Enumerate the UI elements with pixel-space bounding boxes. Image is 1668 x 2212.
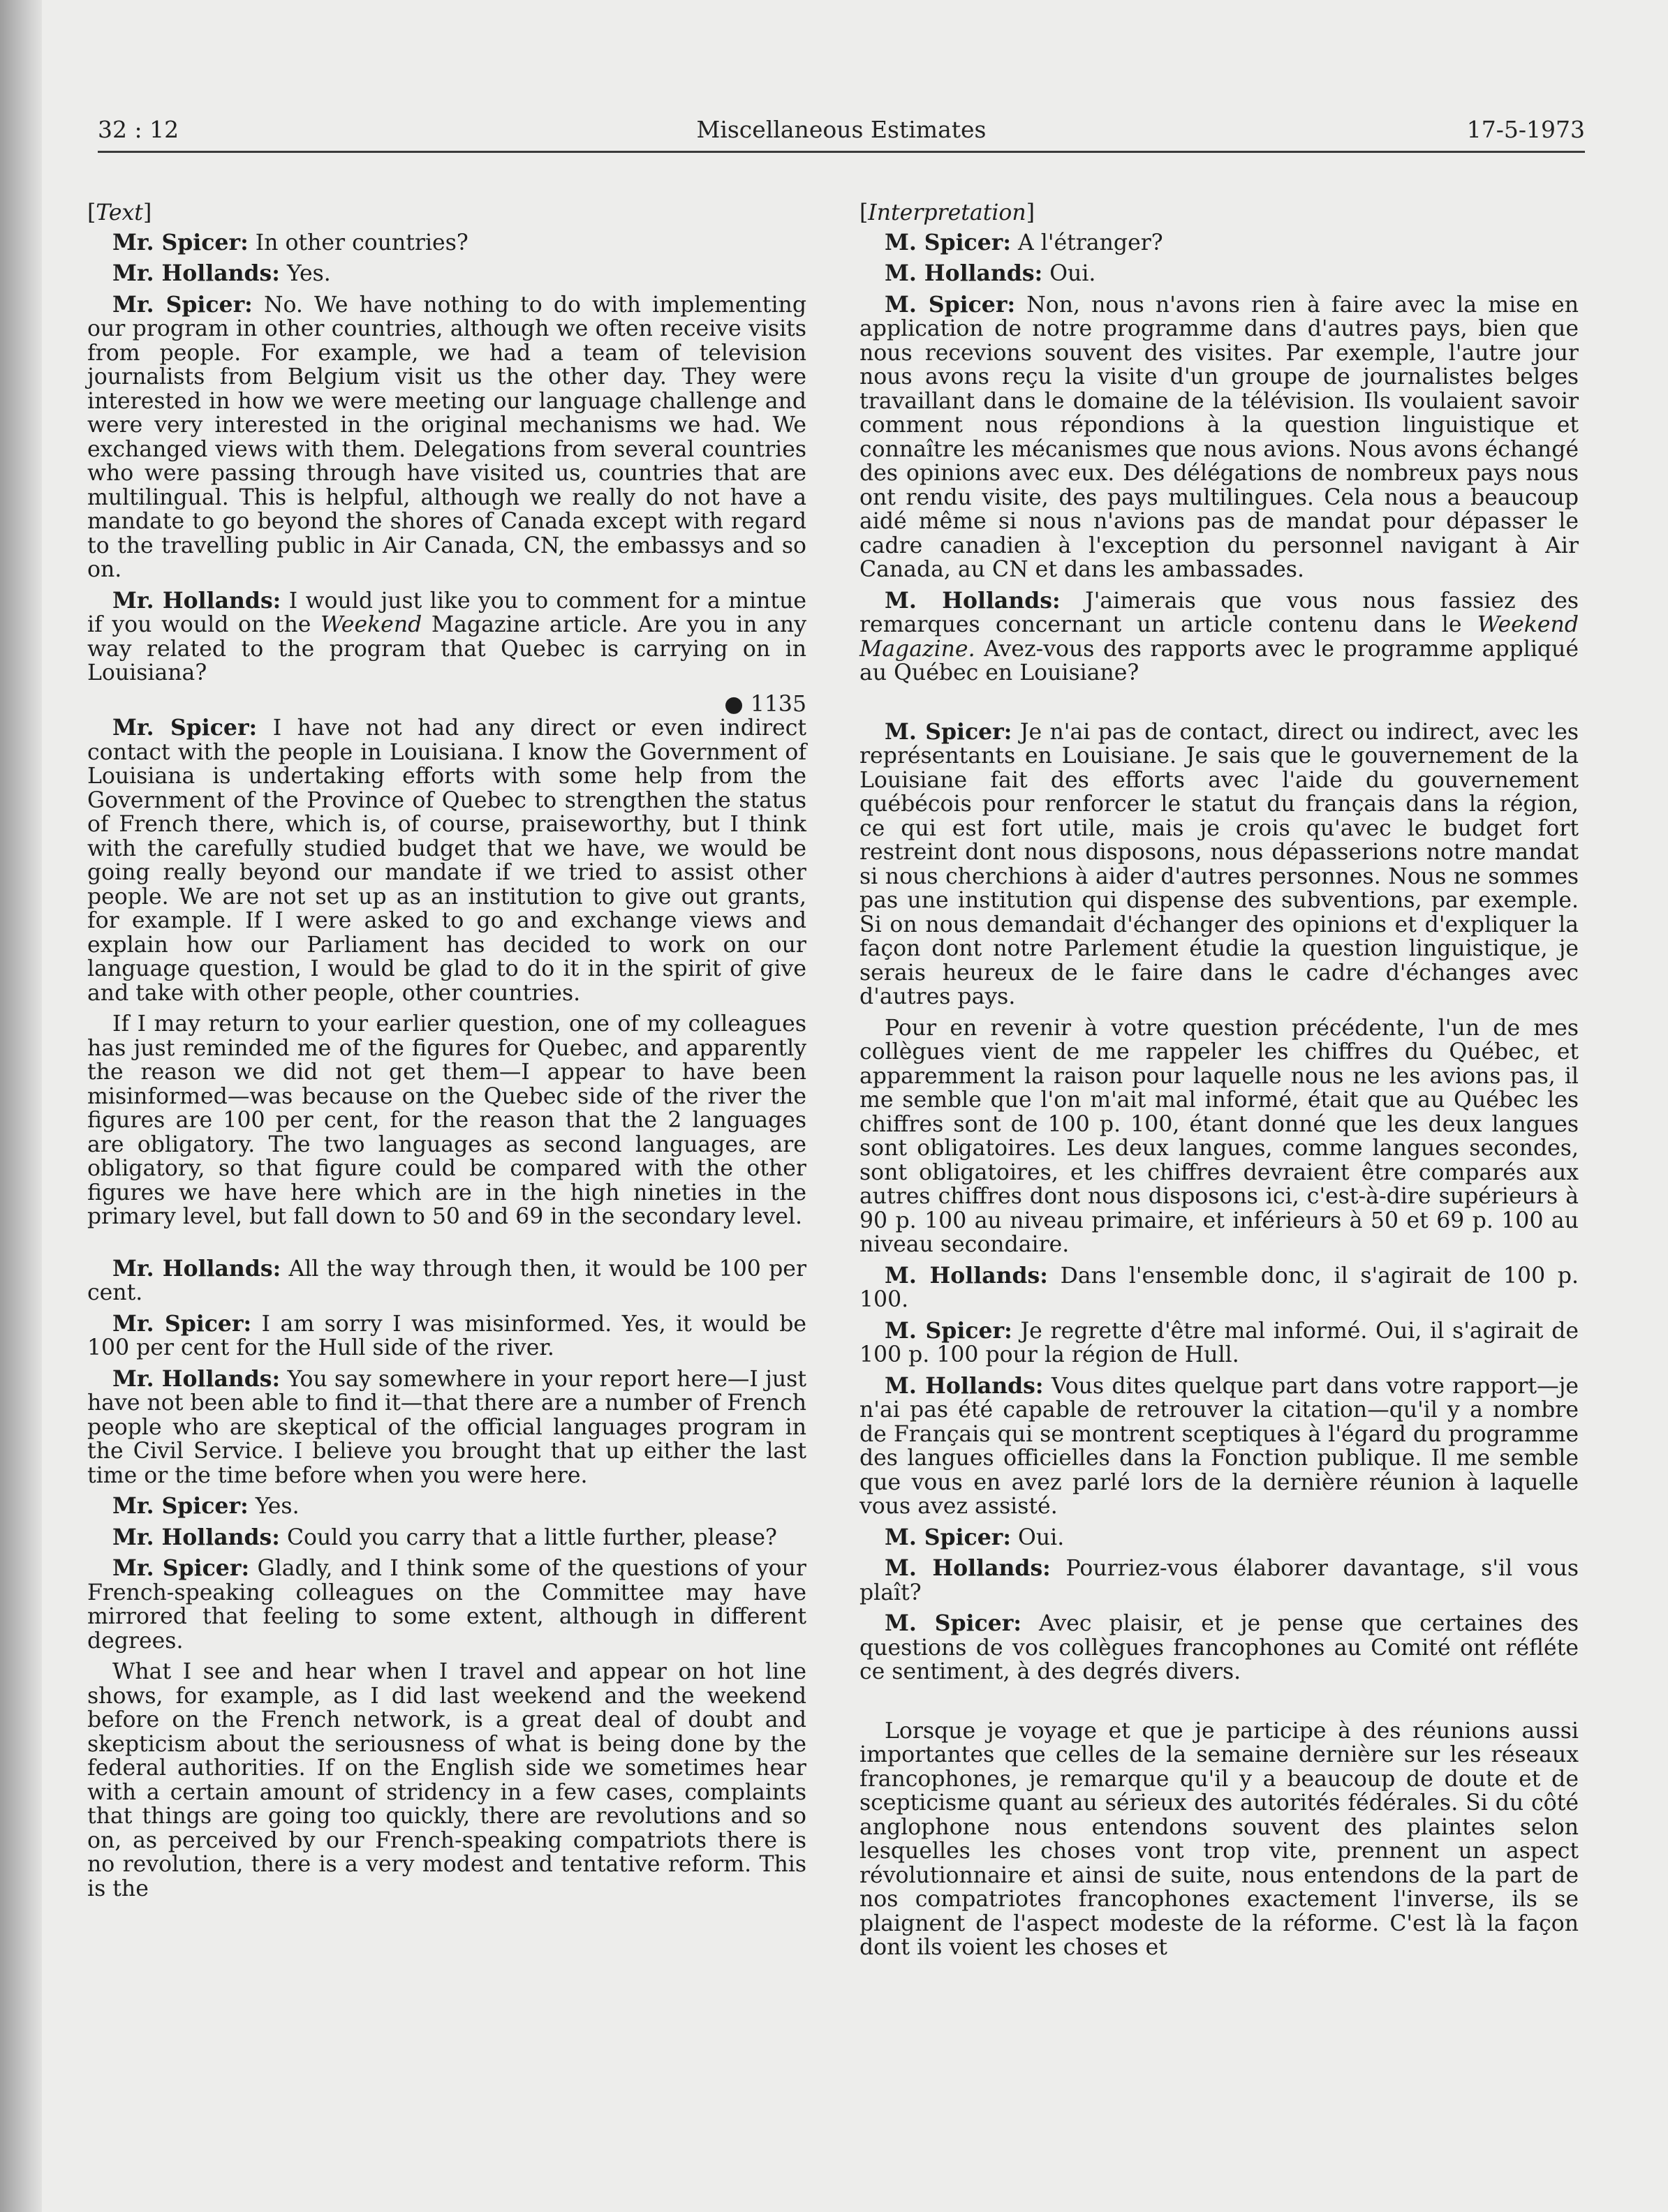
french-column [859, 201, 1579, 1967]
speaker: M. Hollands: [885, 1372, 1044, 1399]
paragraph: M. Hollands: J'aimerais que vous nous fassiez des remarques concernant un article contenu dans le Weekend Magazine. Avez-vous des rapports avec le programme appliqué au Québec en Louisiane? [859, 587, 1579, 685]
speaker: Mr. Hollands: [112, 260, 280, 286]
paragraph: Mr. Spicer: Gladly, and I think some of the questions of your French-speaking colleagues on the Committee may have mirrored that feeling to some extent, although in different degrees. [87, 1555, 806, 1654]
paragraph: M. Spicer: Avec plaisir, et je pense que certaines des questions de vos collègues francophones au Comité ont réfléte ce sentiment, à des degrés divers. [859, 1610, 1579, 1684]
paragraph: Mr. Spicer: In other countries? [112, 229, 468, 255]
speaker: Mr. Spicer: [112, 715, 258, 741]
paragraph: Mr. Spicer: Yes. [112, 1493, 300, 1519]
paragraph: M. Hollands: Pourriez-vous élaborer davantage, s'il vous plaît? [859, 1555, 1579, 1605]
paragraph: M. Spicer: Oui. [885, 1524, 1065, 1550]
paragraph: Mr. Hollands: You say somewhere in your report here—I just have not been able to find it—that there are a number of French people who are skeptical of the official languages program in the Civil Service. I believe you brought that up either the last time or the time before when you were here. [87, 1365, 806, 1488]
page-header [98, 116, 1585, 153]
paragraph: Mr. Spicer: No. We have nothing to do with implementing our program in other countries, although we often receive visits from people. For example, we had a team of television journalists from Belgium visit us the other day. They were interested in how we were meeting our language challenge and were very interested in the original mechanisms we had. We exchanged views with them. Delegations from several countries who were passing through have visited us, countries that are multilingual. This is helpful, although we really do not have a mandate to go beyond the shores of Canada except with regard to the travelling public in Air Canada, CN, the embassys and so on. [87, 291, 806, 582]
paragraph: Mr. Spicer: I have not had any direct or even indirect contact with the people in Louisiana. I know the Government of Louisiana is undertaking efforts with some help from the Government of the Province of Quebec to strengthen the status of French there, which is, of course, praiseworthy, but I think with the carefully studied budget that we have, we would be going really beyond our mandate if we tried to assist other people. We are not set up as an institution to give out grants, for example. If I were asked to go and exchange views and explain how our Parliament has decided to work on our language question, I would be glad to do it in the spirit of give and take with other people, other countries. [87, 715, 806, 1006]
paragraph: Mr. Hollands: I would just like you to comment for a mintue if you would on the Weekend Magazine article. Are you in any way related to the program that Quebec is carrying on in Louisiana? [87, 587, 807, 685]
speaker: Mr. Spicer: [112, 1493, 249, 1519]
paragraph: Mr. Hollands: Yes. [112, 260, 331, 286]
speaker: M. Spicer: [885, 1610, 1021, 1636]
speaker: Mr. Hollands: [112, 1255, 281, 1282]
page-binding-shadow [0, 0, 42, 2212]
speaker: Mr. Hollands: [112, 1524, 280, 1550]
speaker: Mr. Spicer: [112, 1310, 252, 1337]
paragraph: M. Spicer: Je regrette d'être mal informé. Oui, il s'agirait de 100 p. 100 pour la région de Hull. [859, 1317, 1579, 1367]
paragraph: M. Spicer: Je n'ai pas de contact, direct ou indirect, avec les représentants en Louisiane. Je sais que le gouvernement de la Louisiane fait des efforts avec l'aide du gouvernement québécois pour renforcer le statut du français dans la région, ce qui est fort utile, mais je crois qu'avec le budget fort restreint dont nous disposons, nous dépasserions notre mandat si nous cherchions à aider d'autres personnes. Nous ne sommes pas une institution qui dispense des subventions, par exemple. Si on nous demandait d'échanger des opinions et d'expliquer la façon dont notre Parlement étudie la question linguistique, je serais heureux de le faire dans le cadre d'échanges avec d'autres pays. [859, 718, 1579, 1009]
paragraph: If I may return to your earlier question, one of my colleagues has just reminded me of the figures for Quebec, and apparently the reason we did not get them—I appear to have been misinformed—was because on the Quebec side of the river the figures are 100 per cent, for the reason that the 2 languages are obligatory. The two languages as second languages, are obligatory, so that figure could be compared with the other figures we have here which are in the high nineties in the primary level, but fall down to 50 and 69 in the secondary level. [87, 1011, 806, 1229]
page-number: 32 : 12 [98, 116, 179, 143]
speaker: Mr. Hollands: [112, 587, 281, 614]
speaker: Mr. Hollands: [112, 1365, 281, 1392]
section-tag: [Text] [87, 200, 152, 225]
paragraph: M. Hollands: Vous dites quelque part dans votre rapport—je n'ai pas été capable de retrouver la citation—qu'il y a nombre de Français qui se montrent sceptiques à l'égard du programme des langues officielles dans la Fonction publique. Il me semble que vous en avez parlé lors de la dernière réunion à laquelle vous avez assisté. [859, 1372, 1579, 1519]
speaker: M. Spicer: [885, 1317, 1012, 1344]
paragraph: M. Hollands: Dans l'ensemble donc, il s'agirait de 100 p. 100. [859, 1262, 1579, 1312]
speaker: Mr. Spicer: [112, 291, 253, 318]
paragraph: Pour en revenir à votre question précédente, l'un de mes collègues vient de me rappeler les chiffres du Québec, et apparemment la raison pour laquelle nous ne les avions pas, il me semble que l'on m'ait mal informé, était que au Québec les chiffres sont de 100 p. 100, étant donné que les deux langues sont obligatoires. Les deux langues, comme langues secondes, sont obligatoires, et les chiffres devraient être comparés aux autres chiffres dont nous disposons ici, c'est-à-dire supérieurs à 90 p. 100 au niveau primaire, et inférieurs à 50 et 69 p. 100 au niveau secondaire. [859, 1015, 1579, 1257]
speaker: Mr. Spicer: [112, 229, 249, 255]
speaker: M. Spicer: [885, 718, 1012, 745]
speaker: M. Spicer: [885, 291, 1016, 318]
speaker: Mr. Spicer: [112, 1555, 250, 1581]
english-column [87, 201, 806, 1908]
paragraph: Mr. Spicer: I am sorry I was misinformed. Yes, it would be 100 per cent for the Hull side of the river. [87, 1310, 807, 1360]
paragraph: M. Spicer: Non, nous n'avons rien à faire avec la mise en application de notre programme dans d'autres pays, bien que nous recevions souvent des visites. Par exemple, l'autre jour nous avons reçu la visite d'un groupe de journalistes belges travaillant dans le domaine de la télévision. Ils voulaient savoir comment nous répondions à la question linguistique et connaître les mécanismes que nous avions. Nous avons échangé des opinions avec eux. Des délégations de nombreux pays nous ont rendu visite, des pays multilingues. Cela nous a beaucoup aidé même si nous n'avions pas de mandat pour dépasser le cadre canadien à l'exception du personnel navigant à Air Canada, au CN et dans les ambassades. [859, 291, 1579, 582]
speaker: M. Hollands: [885, 1262, 1048, 1289]
page-date: 17-5-1973 [1466, 116, 1585, 143]
paragraph: Lorsque je voyage et que je participe à des réunions aussi importantes que celles de la semaine dernière sur les réseaux francophones, je remarque qu'il y a beaucoup de doute et de scepticisme quant au sérieux des autorités fédérales. Si du côté anglophone nous entendons souvent des plaintes selon lesquelles les choses vont trop vite, prennent un aspect révolutionnaire et ainsi de suite, nous entendons de la part de nos compatriotes francophones exactement l'inverse, ils se plaignent de l'aspect modeste de la réforme. C'est là la façon dont ils voient les choses et [859, 1718, 1579, 1960]
paragraph: M. Hollands: Oui. [885, 260, 1096, 286]
speaker: M. Spicer: [885, 229, 1011, 255]
speaker: M. Spicer: [885, 1524, 1011, 1550]
paragraph: Mr. Hollands: All the way through then, it would be 100 per cent. [87, 1255, 806, 1305]
section-tag: [Interpretation] [859, 200, 1035, 225]
paragraph: What I see and hear when I travel and appear on hot line shows, for example, as I did last weekend and the weekend before on the French network, is a great deal of doubt and skepticism about the seriousness of what is being done by the federal authorities. If on the English side we sometimes hear with a certain amount of stridency in a few cases, complaints that things are going too quickly, there are revolutions and so on, as perceived by our French-speaking compatriots there is no revolution, there is a very modest and tentative reform. This is the [87, 1659, 806, 1901]
speaker: M. Hollands: [885, 587, 1061, 614]
speaker: M. Hollands: [885, 1555, 1051, 1581]
time-marker: ● 1135 [724, 691, 806, 717]
paragraph: M. Spicer: A l'étranger? [885, 229, 1163, 255]
speaker: M. Hollands: [885, 260, 1043, 286]
running-title: Miscellaneous Estimates [696, 116, 987, 143]
paragraph: Mr. Hollands: Could you carry that a little further, please? [112, 1524, 777, 1550]
